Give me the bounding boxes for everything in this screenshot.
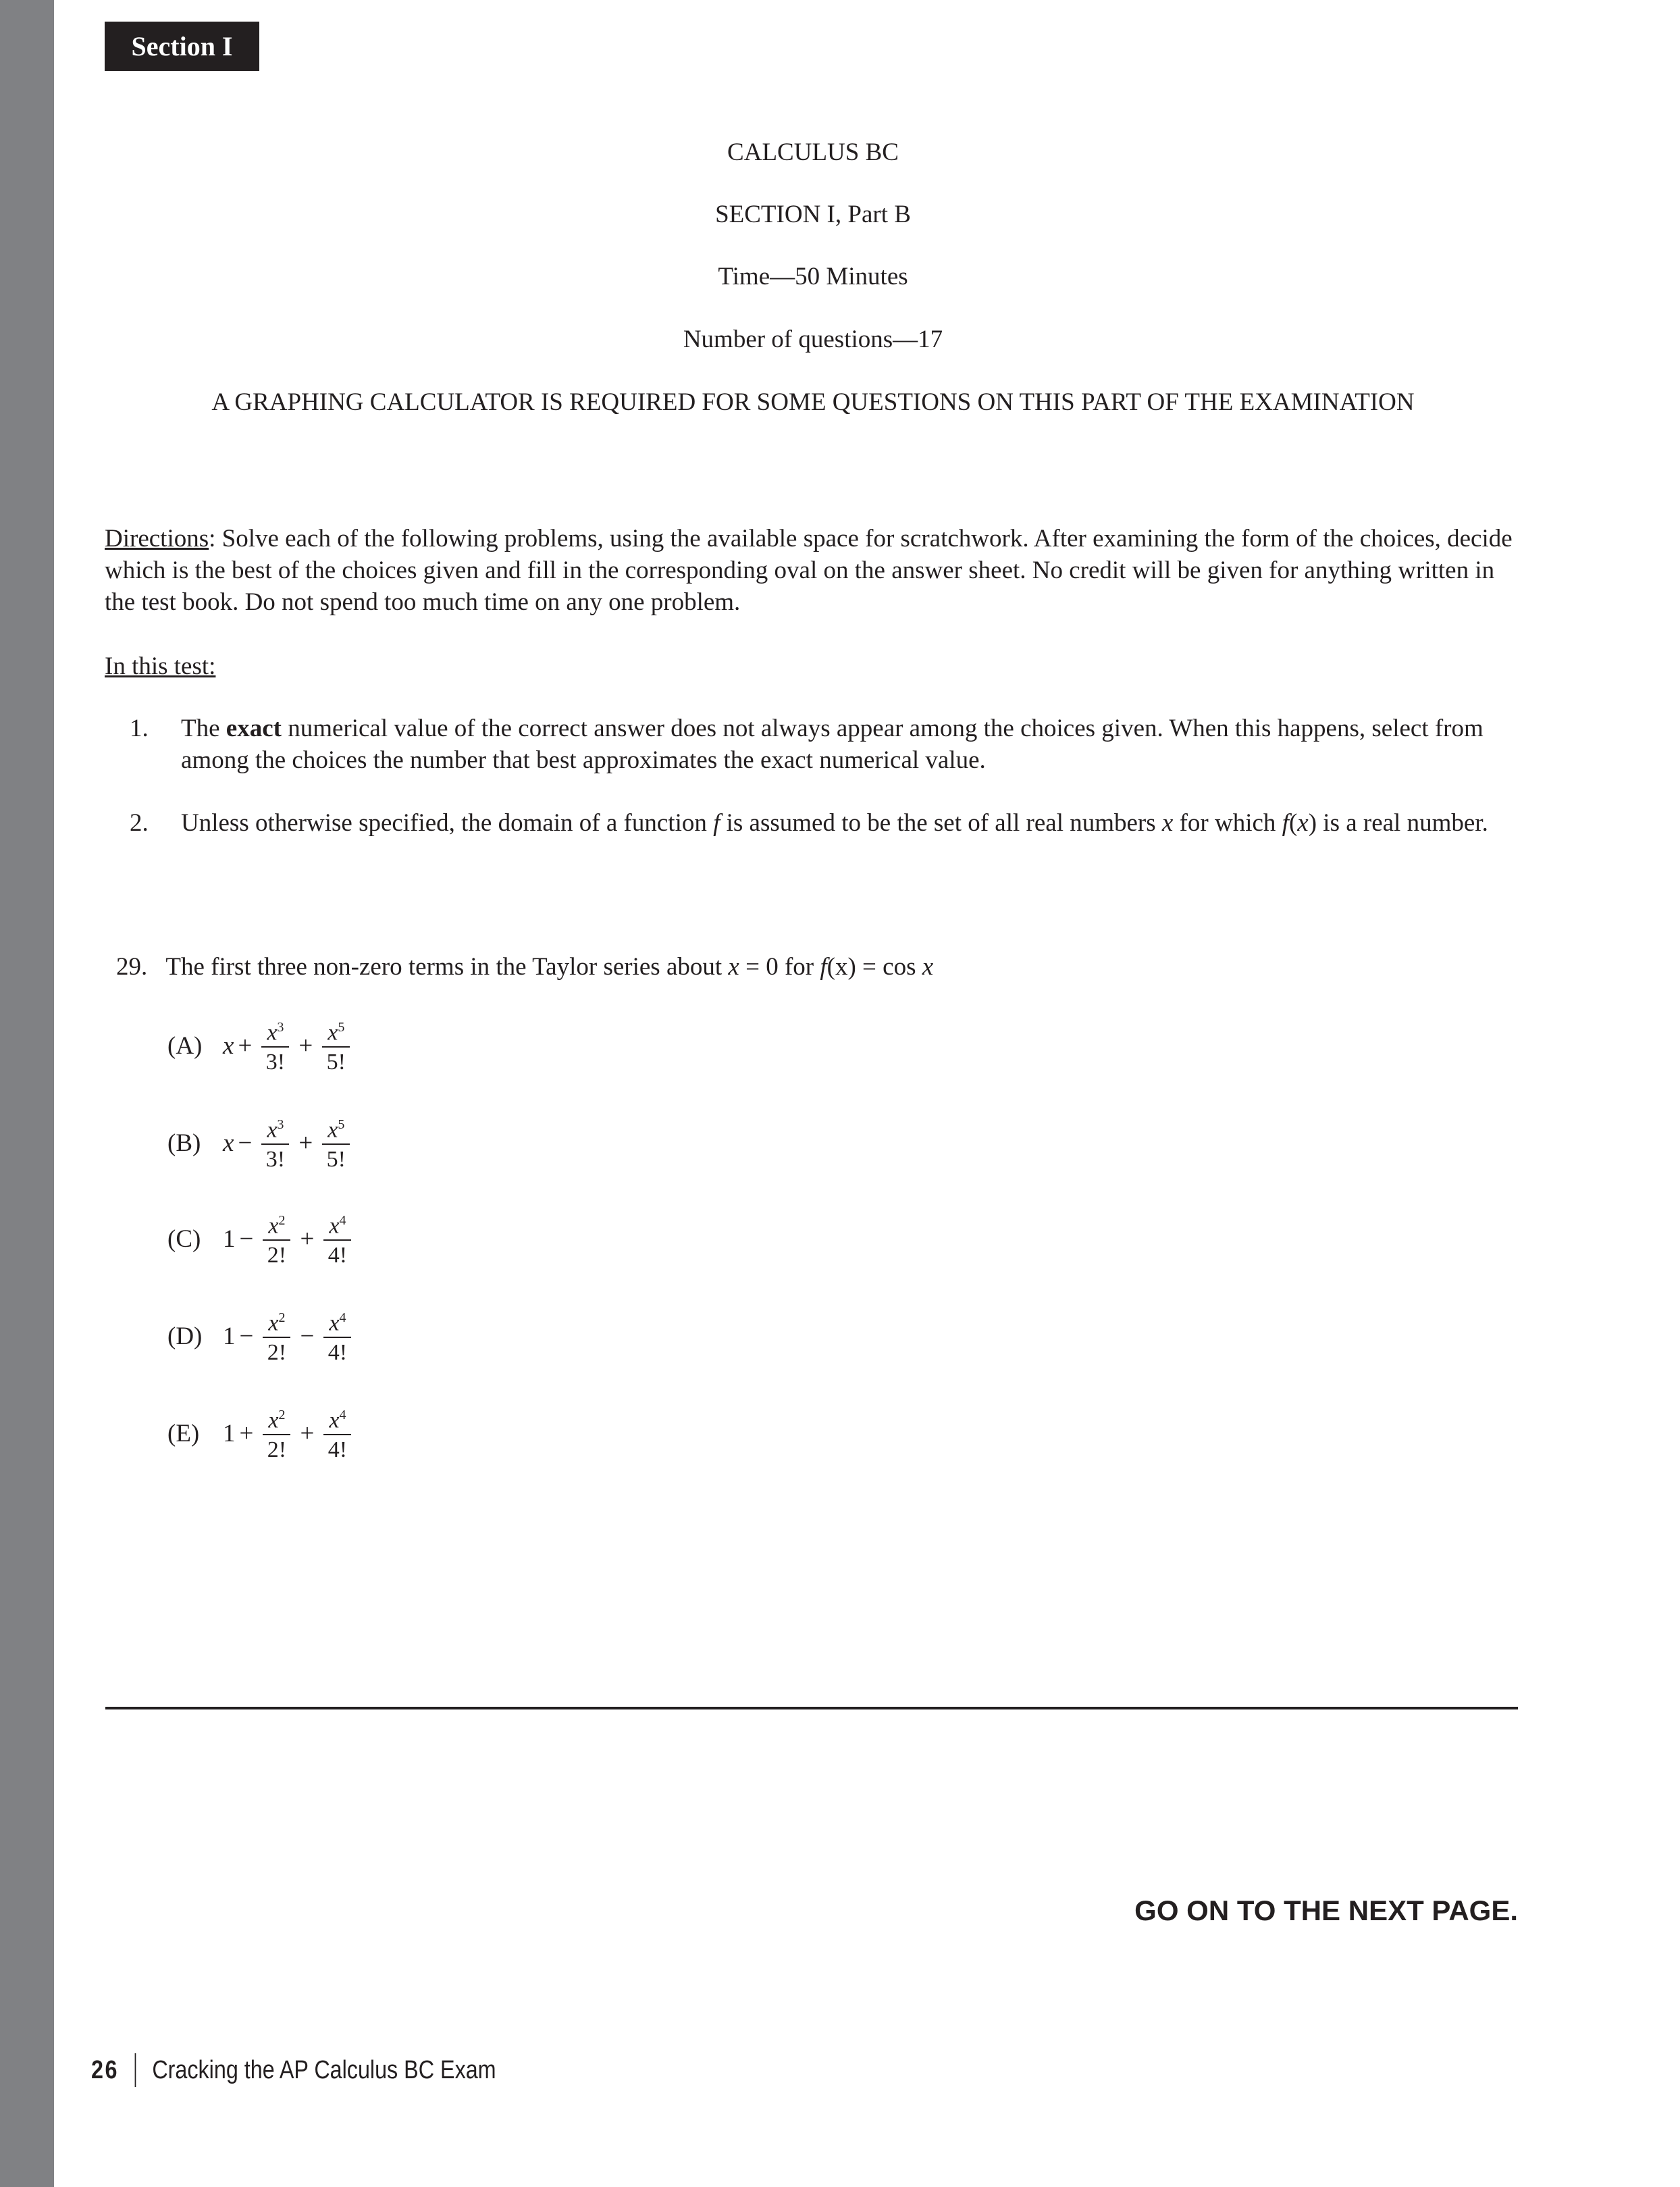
page-footer [91, 2053, 496, 2087]
exponent: 5 [338, 1019, 345, 1035]
choice-lead-term: x [223, 1129, 234, 1157]
exponent: 4 [339, 1212, 346, 1228]
footer-divider [135, 2053, 136, 2087]
choice-lead-term: x [223, 1031, 234, 1060]
operator: − [239, 1322, 254, 1350]
question-count: Number of questions—17 [683, 326, 943, 353]
exponent: 4 [339, 1310, 346, 1325]
note-var: x [1161, 809, 1174, 837]
question-text: = 0 for [739, 953, 820, 981]
denominator: 4! [327, 1340, 348, 1366]
denominator: 5! [326, 1050, 346, 1075]
note-number: 2. [130, 809, 149, 837]
exponent: 3 [277, 1116, 284, 1132]
note-bold: exact [226, 715, 282, 742]
choice-label: (B) [167, 1129, 201, 1157]
exponent: 5 [338, 1116, 345, 1132]
directions-label: Directions [105, 525, 209, 552]
denominator: 5! [326, 1147, 346, 1173]
choice-lead-term: 1 [223, 1419, 236, 1447]
fraction: $\frac{x^2}{2!}$ [263, 1207, 290, 1270]
question-text: The first three non-zero terms in the Taylor series about [165, 953, 729, 981]
choice-label: (C) [167, 1225, 201, 1253]
denominator: 2! [267, 1437, 287, 1463]
exponent: 4 [339, 1407, 346, 1422]
operator: − [238, 1129, 253, 1157]
calculator-notice: A GRAPHING CALCULATOR IS REQUIRED FOR SOME QUESTIONS ON THIS PART OF THE EXAMINATION [211, 388, 1415, 416]
fraction: $\frac{x^5}{5!}$ [322, 1111, 350, 1175]
page-margin-bar [0, 0, 54, 2187]
note-text: ( [1288, 809, 1298, 837]
note-var: f [713, 809, 720, 837]
exponent: 2 [278, 1407, 286, 1422]
fraction: $\frac{x^2}{2!}$ [263, 1401, 290, 1465]
operator: − [300, 1322, 315, 1350]
fraction: $\frac{x^4}{4!}$ [323, 1304, 351, 1368]
note-text: is assumed to be the set of all real numbers [720, 809, 1162, 837]
note-var: f [1282, 809, 1289, 837]
operator: − [239, 1225, 254, 1253]
exponent: 2 [278, 1212, 286, 1228]
question-29 [116, 952, 933, 981]
denominator: 3! [265, 1147, 286, 1173]
exam-time: Time—50 Minutes [718, 263, 908, 290]
fraction: $\frac{x^4}{4!}$ [323, 1207, 351, 1270]
operator: + [300, 1225, 315, 1253]
operator: + [298, 1129, 313, 1157]
answer-choice-d [167, 1299, 357, 1373]
question-text: (x) = cos [826, 953, 922, 981]
note-text: numerical value of the correct answer does not always appear among the choices given. When this happens, select from among the choices the number that best approximates the exact numerical value. [181, 715, 1484, 774]
operator: + [238, 1031, 253, 1060]
go-on-notice: GO ON TO THE NEXT PAGE. [1134, 1895, 1518, 1926]
question-var: x [922, 953, 934, 981]
fraction: $\frac{x^4}{4!}$ [323, 1401, 351, 1465]
question-var: x [728, 953, 739, 981]
choice-label: (A) [167, 1031, 203, 1060]
directions [105, 523, 1523, 618]
exponent: 2 [278, 1310, 286, 1325]
denominator: 4! [327, 1437, 348, 1463]
fraction: $\frac{x^3}{3!}$ [261, 1111, 289, 1175]
note-text: The [181, 715, 226, 742]
denominator: 2! [267, 1243, 287, 1268]
exam-title: CALCULUS BC [727, 138, 899, 166]
answer-choice-a [167, 1008, 355, 1083]
fraction: $\frac{x^3}{3!}$ [261, 1014, 289, 1077]
page-number: 26 [91, 2055, 120, 2084]
exam-part: SECTION I, Part B [715, 201, 911, 228]
operator: + [298, 1031, 313, 1060]
note-text: for which [1173, 809, 1282, 837]
note-number: 1. [130, 715, 149, 742]
fraction: $\frac{x^2}{2!}$ [263, 1304, 290, 1368]
note-var: x [1297, 809, 1309, 837]
question-number: 29. [116, 953, 148, 981]
exponent: 3 [277, 1019, 284, 1035]
divider-rule [105, 1707, 1518, 1709]
note-text: ) is a real number. [1308, 809, 1488, 837]
answer-choice-e [167, 1396, 357, 1470]
operator: + [239, 1419, 254, 1447]
operator: + [300, 1419, 315, 1447]
fraction: $\frac{x^5}{5!}$ [322, 1014, 350, 1077]
choice-lead-term: 1 [223, 1225, 236, 1253]
directions-text: : Solve each of the following problems, using the available space for scratchwork. After examining the form of the choices, decide which is the best of the choices given and fill in the corresponding oval on the answer sheet. No credit will be given for anything written in the test book. Do not spend too much time on any one problem. [105, 525, 1513, 616]
denominator: 4! [327, 1243, 348, 1268]
in-this-test-heading: In this test: [105, 652, 216, 680]
choice-label: (D) [167, 1322, 203, 1350]
section-tab: Section I [105, 22, 259, 71]
denominator: 3! [265, 1050, 286, 1075]
denominator: 2! [267, 1340, 287, 1366]
answer-choice-b [167, 1106, 355, 1180]
book-title: Cracking the AP Calculus BC Exam [152, 2055, 496, 2084]
question-var: f [820, 953, 827, 981]
note-text: Unless otherwise specified, the domain of a function [181, 809, 714, 837]
answer-choice-c [167, 1202, 357, 1276]
choice-label: (E) [167, 1419, 200, 1447]
choice-lead-term: 1 [223, 1322, 236, 1350]
